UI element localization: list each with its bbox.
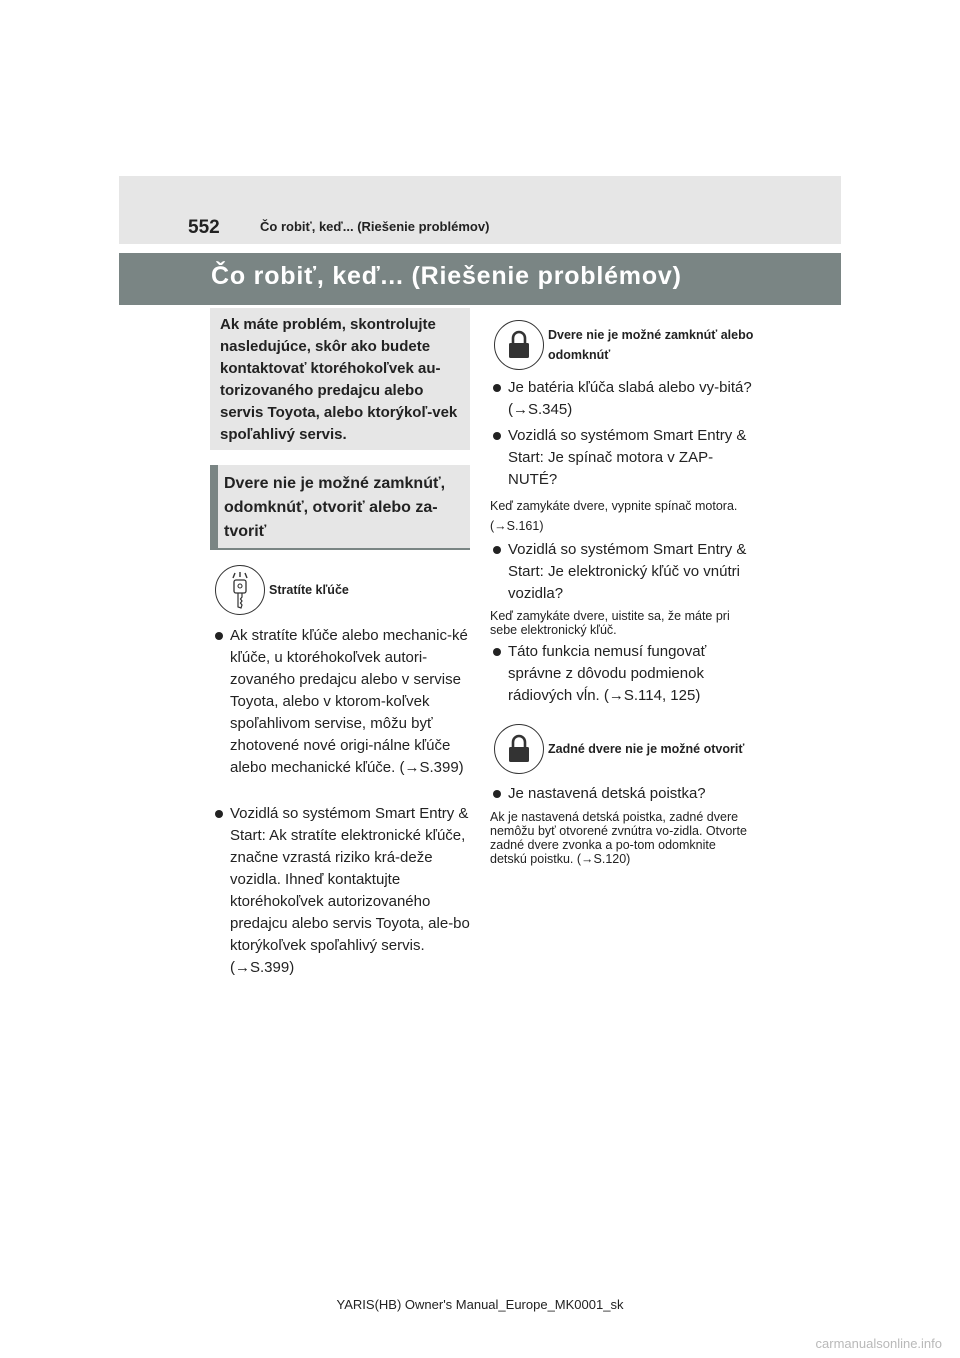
lock-header: [494, 320, 758, 370]
page-number: 552: [188, 217, 220, 238]
intro-box: Ak máte problém, skontrolujte nasledujúce, skôr ako budete kontaktovať ktoréhokoľvek au-torizovaného predajcu alebo servis Toyota, alebo ktorýkoľ-vek spoľahlivý servis.: [210, 308, 470, 450]
list-item: Je batéria kľúča slabá alebo vy-bitá? (→S.345): [490, 377, 752, 421]
list-item: Ak stratíte kľúče alebo mechanic-ké kľúče, u ktoréhokoľvek autori-zovaného predajcu alebo v servise Toyota, alebo v ktorom-koľvek spoľahlivom servise, môžu byť zhotovené nové origi-nálne kľúče alebo mechanické kľúče. (→S.399): [212, 625, 474, 779]
list-item: Je nastavená detská poistka?: [490, 783, 752, 805]
list-item: Vozidlá so systémom Smart Entry & Start: Je spínač motora v ZAP-NUTÉ?: [490, 425, 752, 491]
lost-keys-label: Stratíte kľúče: [269, 583, 349, 597]
note: Ak je nastavená detská poistka, zadné dvere nemôžu byť otvorené zvnútra vo-zidla. Otvorte zadné dvere zvonka a po-tom odomknite detskú poistku. (→S.120): [490, 810, 747, 866]
page-title: Čo robiť, keď... (Riešenie problémov): [211, 262, 682, 290]
footer: YARIS(HB) Owner's Manual_Europe_MK0001_sk: [336, 1297, 624, 1312]
note: Keď zamykáte dvere, vypnite spínač motora. (→S.161): [490, 499, 738, 533]
watermark: carmanualsonline.info: [815, 1336, 942, 1351]
lost-keys-header: [215, 565, 349, 615]
note: Keď zamykáte dvere, uistite sa, že máte pri sebe elektronický kľúč.: [490, 609, 730, 637]
key-icon: [215, 565, 265, 615]
list-item: Táto funkcia nemusí fungovať správne z dôvodu podmienok rádiových vĺn. (→S.114, 125): [490, 641, 752, 707]
running-head: Čo robiť, keď... (Riešenie problémov): [260, 219, 490, 234]
section-heading: Dvere nie je možné zamknúť, odomknúť, otvoriť alebo za-tvoriť: [210, 465, 470, 550]
padlock-icon: [494, 724, 544, 774]
rear-door-label: Zadné dvere nie je možné otvoriť: [548, 742, 745, 756]
padlock-icon: [494, 320, 544, 370]
rear-door-header: [494, 724, 758, 774]
title-bar: [119, 253, 841, 305]
list-item: Vozidlá so systémom Smart Entry & Start: Ak stratíte elektronické kľúče, značne vzrastá riziko krá-deže vozidla. Ihneď kontaktujte ktoréhokoľvek autorizovaného predajcu alebo servis Toyota, ale-bo ktorýkoľvek spoľahlivý servis. (→S.399): [212, 803, 474, 979]
lock-label: Dvere nie je možné zamknúť alebo odomknúť: [548, 328, 754, 362]
list-item: Vozidlá so systémom Smart Entry & Start: Je elektronický kľúč vo vnútri vozidla?: [490, 539, 752, 605]
